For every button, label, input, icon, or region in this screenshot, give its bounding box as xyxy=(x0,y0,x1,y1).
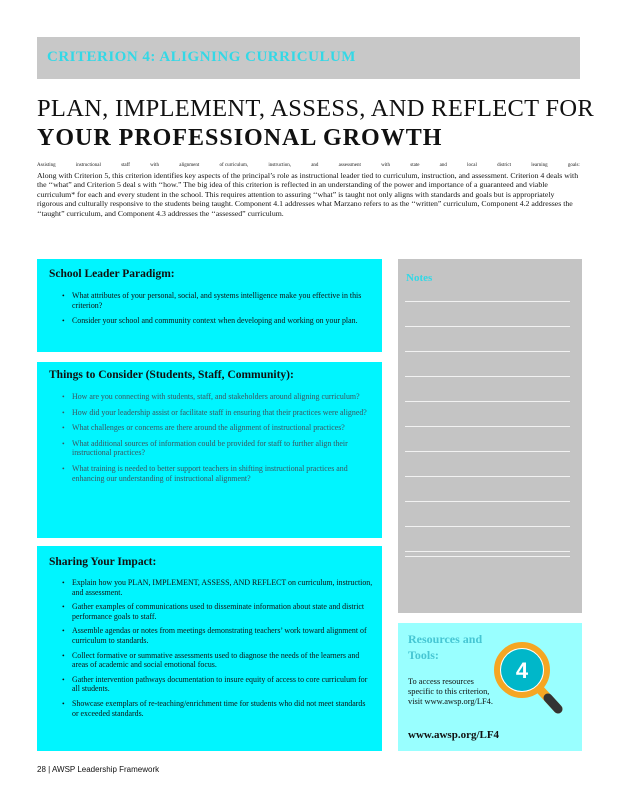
note-line xyxy=(405,326,570,327)
page-title-line2: YOUR PROFESSIONAL GROWTH xyxy=(37,125,443,151)
intro-lead-word: goals: xyxy=(567,163,580,168)
criterion-banner xyxy=(37,37,580,79)
consider-heading: Things to Consider (Students, Staff, Community): xyxy=(49,369,294,381)
list-item: • Explain how you PLAN, IMPLEMENT, ASSESS, AND REFLECT on curriculum, instruction, and assessment. xyxy=(55,578,373,597)
notes-panel xyxy=(398,259,582,613)
magnifying-glass-icon xyxy=(490,637,570,719)
list-item: • Consider your school and community context when developing and working on your plan. xyxy=(55,316,365,326)
things-to-consider-box xyxy=(37,362,382,538)
intro-lead-word: assessment xyxy=(338,163,361,168)
paradigm-list xyxy=(55,291,365,332)
intro-lead-word: alignment xyxy=(179,163,200,168)
list-item: • Gather examples of communications used to disseminate information about state and district performance goals to staff. xyxy=(55,602,373,621)
intro-lead-line xyxy=(37,163,580,168)
page-title-line1: PLAN, IMPLEMENT, ASSESS, AND REFLECT FOR xyxy=(37,95,594,122)
intro-lead-word: and xyxy=(311,163,319,168)
resources-link[interactable]: www.awsp.org/LF4 xyxy=(408,729,500,741)
note-line xyxy=(405,451,570,452)
list-item: • What training is needed to better support teachers in shifting instructional practices and enhancing our understanding of instructional alignment? xyxy=(55,464,373,483)
list-item: • Showcase exemplars of re-teaching/enrichment time for students who did not meet standards or exceeded standards. xyxy=(55,699,373,718)
consider-list xyxy=(55,392,373,489)
intro-lead-word: local xyxy=(467,163,477,168)
note-line xyxy=(405,476,570,477)
note-line xyxy=(405,526,570,527)
list-item: • How are you connecting with students, staff, and stakeholders around aligning curriculum? xyxy=(55,392,373,402)
intro-lead-word: Assisting xyxy=(37,163,56,168)
resources-panel xyxy=(398,623,582,751)
note-line xyxy=(405,301,570,302)
sharing-your-impact-box xyxy=(37,546,382,751)
criterion-number-badge: 4 xyxy=(515,658,529,683)
intro-lead-word: with xyxy=(381,163,391,168)
page-footer: 28 | AWSP Leadership Framework xyxy=(37,765,160,774)
intro-lead-word: district xyxy=(497,163,511,168)
paradigm-heading: School Leader Paradigm: xyxy=(49,268,175,280)
note-line xyxy=(405,351,570,352)
note-line xyxy=(405,501,570,502)
intro-lead-word: with xyxy=(150,163,160,168)
note-line xyxy=(405,401,570,402)
intro-lead-word: state xyxy=(410,163,420,168)
impact-list xyxy=(55,578,373,723)
list-item: • How did your leadership assist or facilitate staff in ensuring that their practices were aligned? xyxy=(55,408,373,418)
note-line xyxy=(405,556,570,557)
list-item: • What attributes of your personal, social, and systems intelligence make you effective in this criterion? xyxy=(55,291,365,310)
notes-title: Notes xyxy=(406,272,433,284)
intro-lead-word: instructional xyxy=(75,163,101,168)
list-item: • Gather intervention pathways documentation to insure equity of access to core curriculum for all students. xyxy=(55,675,373,694)
school-leader-paradigm-box xyxy=(37,259,382,352)
intro-lead-word: of curriculum, xyxy=(219,163,249,168)
list-item: • What additional sources of information could be provided for staff to further align their instructional practices? xyxy=(55,439,373,458)
intro-lead-word: learning xyxy=(531,163,548,168)
intro-paragraph: Along with Criterion 5, this criterion identifies key aspects of the principal’s role as instructional leader tied to curriculum, instruction, and assessment. Criterion 4 deals with the ‘‘what” and Criterion 5 deal s with ‘‘how.” The big idea of this criterion is reflected in an understanding of the power and importance of a guaranteed and viable curriculum* for each and every student in the school. This requires attention to assuring ‘‘what” is taught not only aligns with standards and goals but is appropriately rigorous and culturally responsive to the students being taught. Component 4.1 addresses what Marzano refers to as the ‘‘written” curriculum, Component 4.2 addresses the ‘‘taught” curriculum, and Component 4.3 addresses the ‘‘assessed” curriculum. xyxy=(37,171,579,218)
list-item: • Assemble agendas or notes from meetings demonstrating teachers’ work toward alignment of curriculum to standards. xyxy=(55,626,373,645)
note-line xyxy=(405,551,570,552)
criterion-title: CRITERION 4: ALIGNING CURRICULUM xyxy=(47,49,356,65)
resources-title: Resources and Tools: xyxy=(408,632,483,662)
note-line xyxy=(405,376,570,377)
intro-lead-word: instruction, xyxy=(268,163,291,168)
impact-heading: Sharing Your Impact: xyxy=(49,556,157,568)
intro-lead-word: and xyxy=(439,163,447,168)
list-item: • What challenges or concerns are there around the alignment of instructional practices? xyxy=(55,423,373,433)
resources-text: To access resources specific to this criterion, visit www.awsp.org/LF4. xyxy=(408,677,493,706)
note-line xyxy=(405,426,570,427)
list-item: • Collect formative or summative assessments used to diagnose the needs of the learners and areas of academic and social emotional focus. xyxy=(55,651,373,670)
intro-lead-word: staff xyxy=(121,163,130,168)
